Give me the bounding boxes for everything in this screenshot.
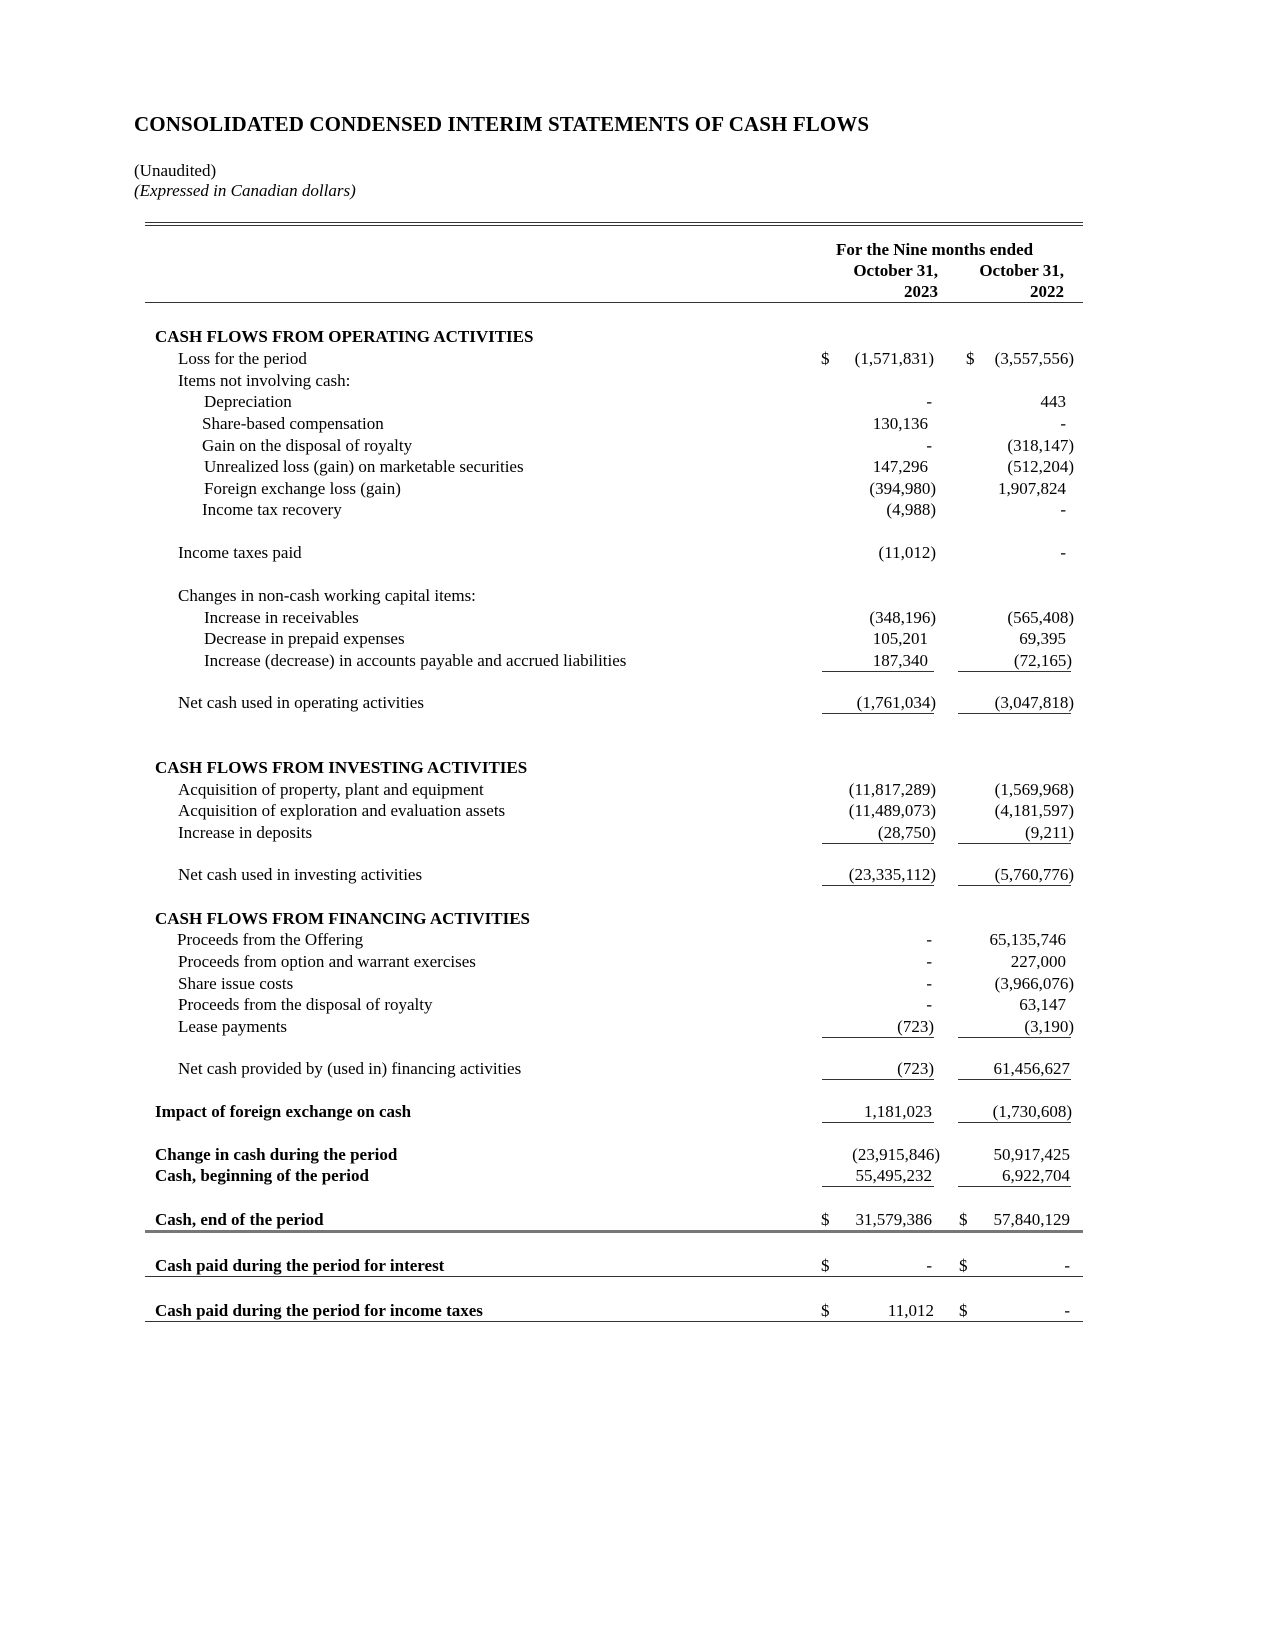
row-taxes-paid-2023: (11,012)	[878, 543, 936, 562]
fx-impact-2023: 1,181,023	[864, 1102, 932, 1121]
currency-note: (Expressed in Canadian dollars)	[134, 181, 356, 200]
cash-beginning-2023: 55,495,232	[855, 1166, 932, 1185]
underline	[822, 1122, 934, 1123]
row-deposits-2023: (28,750)	[877, 823, 936, 842]
row-prepaid-label: Decrease in prepaid expenses	[204, 629, 405, 648]
row-tax-recovery-2022: -	[1060, 500, 1066, 519]
col1-date-header: October 31,	[853, 261, 938, 280]
net-financing-2023: (723)	[897, 1059, 934, 1078]
row-lease-2023: (723)	[897, 1017, 934, 1036]
underline	[958, 1186, 1071, 1187]
interest-paid-2023: -	[926, 1256, 932, 1275]
net-financing-label: Net cash provided by (used in) financing activities	[178, 1059, 522, 1078]
underline	[822, 1079, 934, 1080]
underline	[958, 843, 1071, 844]
row-receivables-label: Increase in receivables	[204, 608, 359, 627]
underline	[822, 1037, 934, 1038]
col2-year-header: 2022	[1030, 282, 1064, 301]
unaudited-note: (Unaudited)	[134, 161, 217, 180]
underline	[958, 1079, 1071, 1080]
top-double-rule	[145, 222, 1083, 226]
row-offering-2023: -	[926, 930, 932, 949]
cash-end-2022: 57,840,129	[993, 1210, 1070, 1229]
row-share-issue-label: Share issue costs	[178, 974, 294, 993]
change-in-cash-2023: (23,915,846)	[852, 1145, 940, 1164]
fx-impact-label: Impact of foreign exchange on cash	[155, 1102, 412, 1121]
row-sbc-label: Share-based compensation	[202, 414, 384, 433]
underline	[958, 1122, 1071, 1123]
underline	[822, 1186, 934, 1187]
col1-year-header: 2023	[904, 282, 938, 301]
dollar-sign: $	[821, 349, 830, 368]
underline	[958, 713, 1071, 714]
net-operating-label: Net cash used in operating activities	[178, 693, 424, 712]
row-exploration-label: Acquisition of exploration and evaluation assets	[178, 801, 506, 820]
row-receivables-2022: (565,408)	[1007, 608, 1074, 627]
row-royalty-disposal-label: Proceeds from the disposal of royalty	[178, 995, 433, 1014]
row-ppe-label: Acquisition of property, plant and equipment	[178, 780, 484, 799]
cash-end-label: Cash, end of the period	[155, 1210, 324, 1229]
underline	[958, 1037, 1071, 1038]
row-share-issue-2023: -	[926, 974, 932, 993]
underline	[822, 843, 934, 844]
investing-heading: CASH FLOWS FROM INVESTING ACTIVITIES	[155, 758, 528, 777]
cash-beginning-2022: 6,922,704	[1002, 1166, 1070, 1185]
cash-end-2023: 31,579,386	[855, 1210, 932, 1229]
row-ppe-2022: (1,569,968)	[994, 780, 1074, 799]
row-offering-label: Proceeds from the Offering	[177, 930, 364, 949]
dollar-sign: $	[821, 1210, 830, 1229]
statement-title: CONSOLIDATED CONDENSED INTERIM STATEMENTS OF CASH FLOWS	[134, 112, 870, 136]
row-prepaid-2022: 69,395	[1019, 629, 1066, 648]
taxes-paid-2023: 11,012	[887, 1301, 934, 1320]
underline	[822, 885, 934, 886]
working-capital-label: Changes in non-cash working capital items:	[178, 586, 476, 605]
dollar-sign: $	[821, 1301, 830, 1320]
underline	[822, 671, 934, 672]
row-loss-2022: (3,557,556)	[994, 349, 1074, 368]
row-unrealized-2023: 147,296	[872, 457, 928, 476]
net-financing-2022: 61,456,627	[993, 1059, 1070, 1078]
cash-beginning-label: Cash, beginning of the period	[155, 1166, 369, 1185]
period-header: For the Nine months ended	[836, 240, 1034, 259]
row-loss-2023: (1,571,831)	[854, 349, 934, 368]
row-fx-label: Foreign exchange loss (gain)	[204, 479, 401, 498]
row-offering-2022: 65,135,746	[989, 930, 1066, 949]
items-not-involving-cash-label: Items not involving cash:	[178, 371, 351, 390]
row-options-2023: -	[926, 952, 932, 971]
cash-end-rule	[145, 1230, 1083, 1233]
row-payables-label: Increase (decrease) in accounts payable and accrued liabilities	[204, 651, 627, 670]
dollar-sign: $	[959, 1301, 968, 1320]
row-fx-2023: (394,980)	[869, 479, 936, 498]
row-royalty-disposal-2022: 63,147	[1019, 995, 1066, 1014]
net-operating-2023: (1,761,034)	[856, 693, 936, 712]
row-sbc-2022: -	[1060, 414, 1066, 433]
operating-heading: CASH FLOWS FROM OPERATING ACTIVITIES	[155, 327, 534, 346]
row-payables-2022: (72,165)	[1013, 651, 1072, 670]
row-payables-2023: 187,340	[872, 651, 928, 670]
row-taxes-paid-2022: -	[1060, 543, 1066, 562]
row-depreciation-2022: 443	[1040, 392, 1066, 411]
row-lease-2022: (3,190)	[1024, 1017, 1074, 1036]
row-taxes-paid-label: Income taxes paid	[178, 543, 302, 562]
row-depreciation-2023: -	[926, 392, 932, 411]
row-exploration-2023: (11,489,073)	[848, 801, 936, 820]
row-receivables-2023: (348,196)	[869, 608, 936, 627]
dollar-sign: $	[966, 349, 975, 368]
row-share-issue-2022: (3,966,076)	[994, 974, 1074, 993]
row-options-2022: 227,000	[1010, 952, 1066, 971]
row-sbc-2023: 130,136	[872, 414, 928, 433]
interest-paid-2022: -	[1064, 1256, 1070, 1275]
row-depreciation-label: Depreciation	[204, 392, 292, 411]
row-ppe-2023: (11,817,289)	[848, 780, 936, 799]
row-prepaid-2023: 105,201	[872, 629, 928, 648]
dollar-sign: $	[959, 1256, 968, 1275]
net-operating-2022: (3,047,818)	[994, 693, 1074, 712]
underline	[958, 671, 1071, 672]
row-gain-royalty-label: Gain on the disposal of royalty	[202, 436, 413, 455]
fx-impact-2022: (1,730,608)	[992, 1102, 1072, 1121]
taxes-paid-label: Cash paid during the period for income taxes	[155, 1301, 483, 1320]
row-gain-royalty-2023: -	[926, 436, 932, 455]
row-options-label: Proceeds from option and warrant exercises	[178, 952, 476, 971]
net-investing-2022: (5,760,776)	[994, 865, 1074, 884]
interest-paid-label: Cash paid during the period for interest	[155, 1256, 445, 1275]
row-deposits-2022: (9,211)	[1025, 823, 1074, 842]
row-tax-recovery-2023: (4,988)	[886, 500, 936, 519]
row-lease-label: Lease payments	[178, 1017, 288, 1036]
dollar-sign: $	[821, 1256, 830, 1275]
net-investing-2023: (23,335,112)	[848, 865, 936, 884]
row-unrealized-2022: (512,204)	[1007, 457, 1074, 476]
taxes-rule	[145, 1321, 1083, 1322]
interest-rule	[145, 1276, 1083, 1277]
net-investing-label: Net cash used in investing activities	[178, 865, 423, 884]
row-gain-royalty-2022: (318,147)	[1007, 436, 1074, 455]
row-deposits-label: Increase in deposits	[178, 823, 313, 842]
row-exploration-2022: (4,181,597)	[994, 801, 1074, 820]
underline	[822, 713, 934, 714]
row-fx-2022: 1,907,824	[998, 479, 1066, 498]
header-rule	[145, 302, 1083, 303]
change-in-cash-label: Change in cash during the period	[155, 1145, 398, 1164]
row-tax-recovery-label: Income tax recovery	[202, 500, 342, 519]
dollar-sign: $	[959, 1210, 968, 1229]
change-in-cash-2022: 50,917,425	[993, 1145, 1070, 1164]
row-royalty-disposal-2023: -	[926, 995, 932, 1014]
row-loss-label: Loss for the period	[178, 349, 307, 368]
financing-heading: CASH FLOWS FROM FINANCING ACTIVITIES	[155, 909, 530, 928]
row-unrealized-label: Unrealized loss (gain) on marketable securities	[204, 457, 524, 476]
col2-date-header: October 31,	[979, 261, 1064, 280]
underline	[958, 885, 1071, 886]
taxes-paid-2022: -	[1064, 1301, 1070, 1320]
